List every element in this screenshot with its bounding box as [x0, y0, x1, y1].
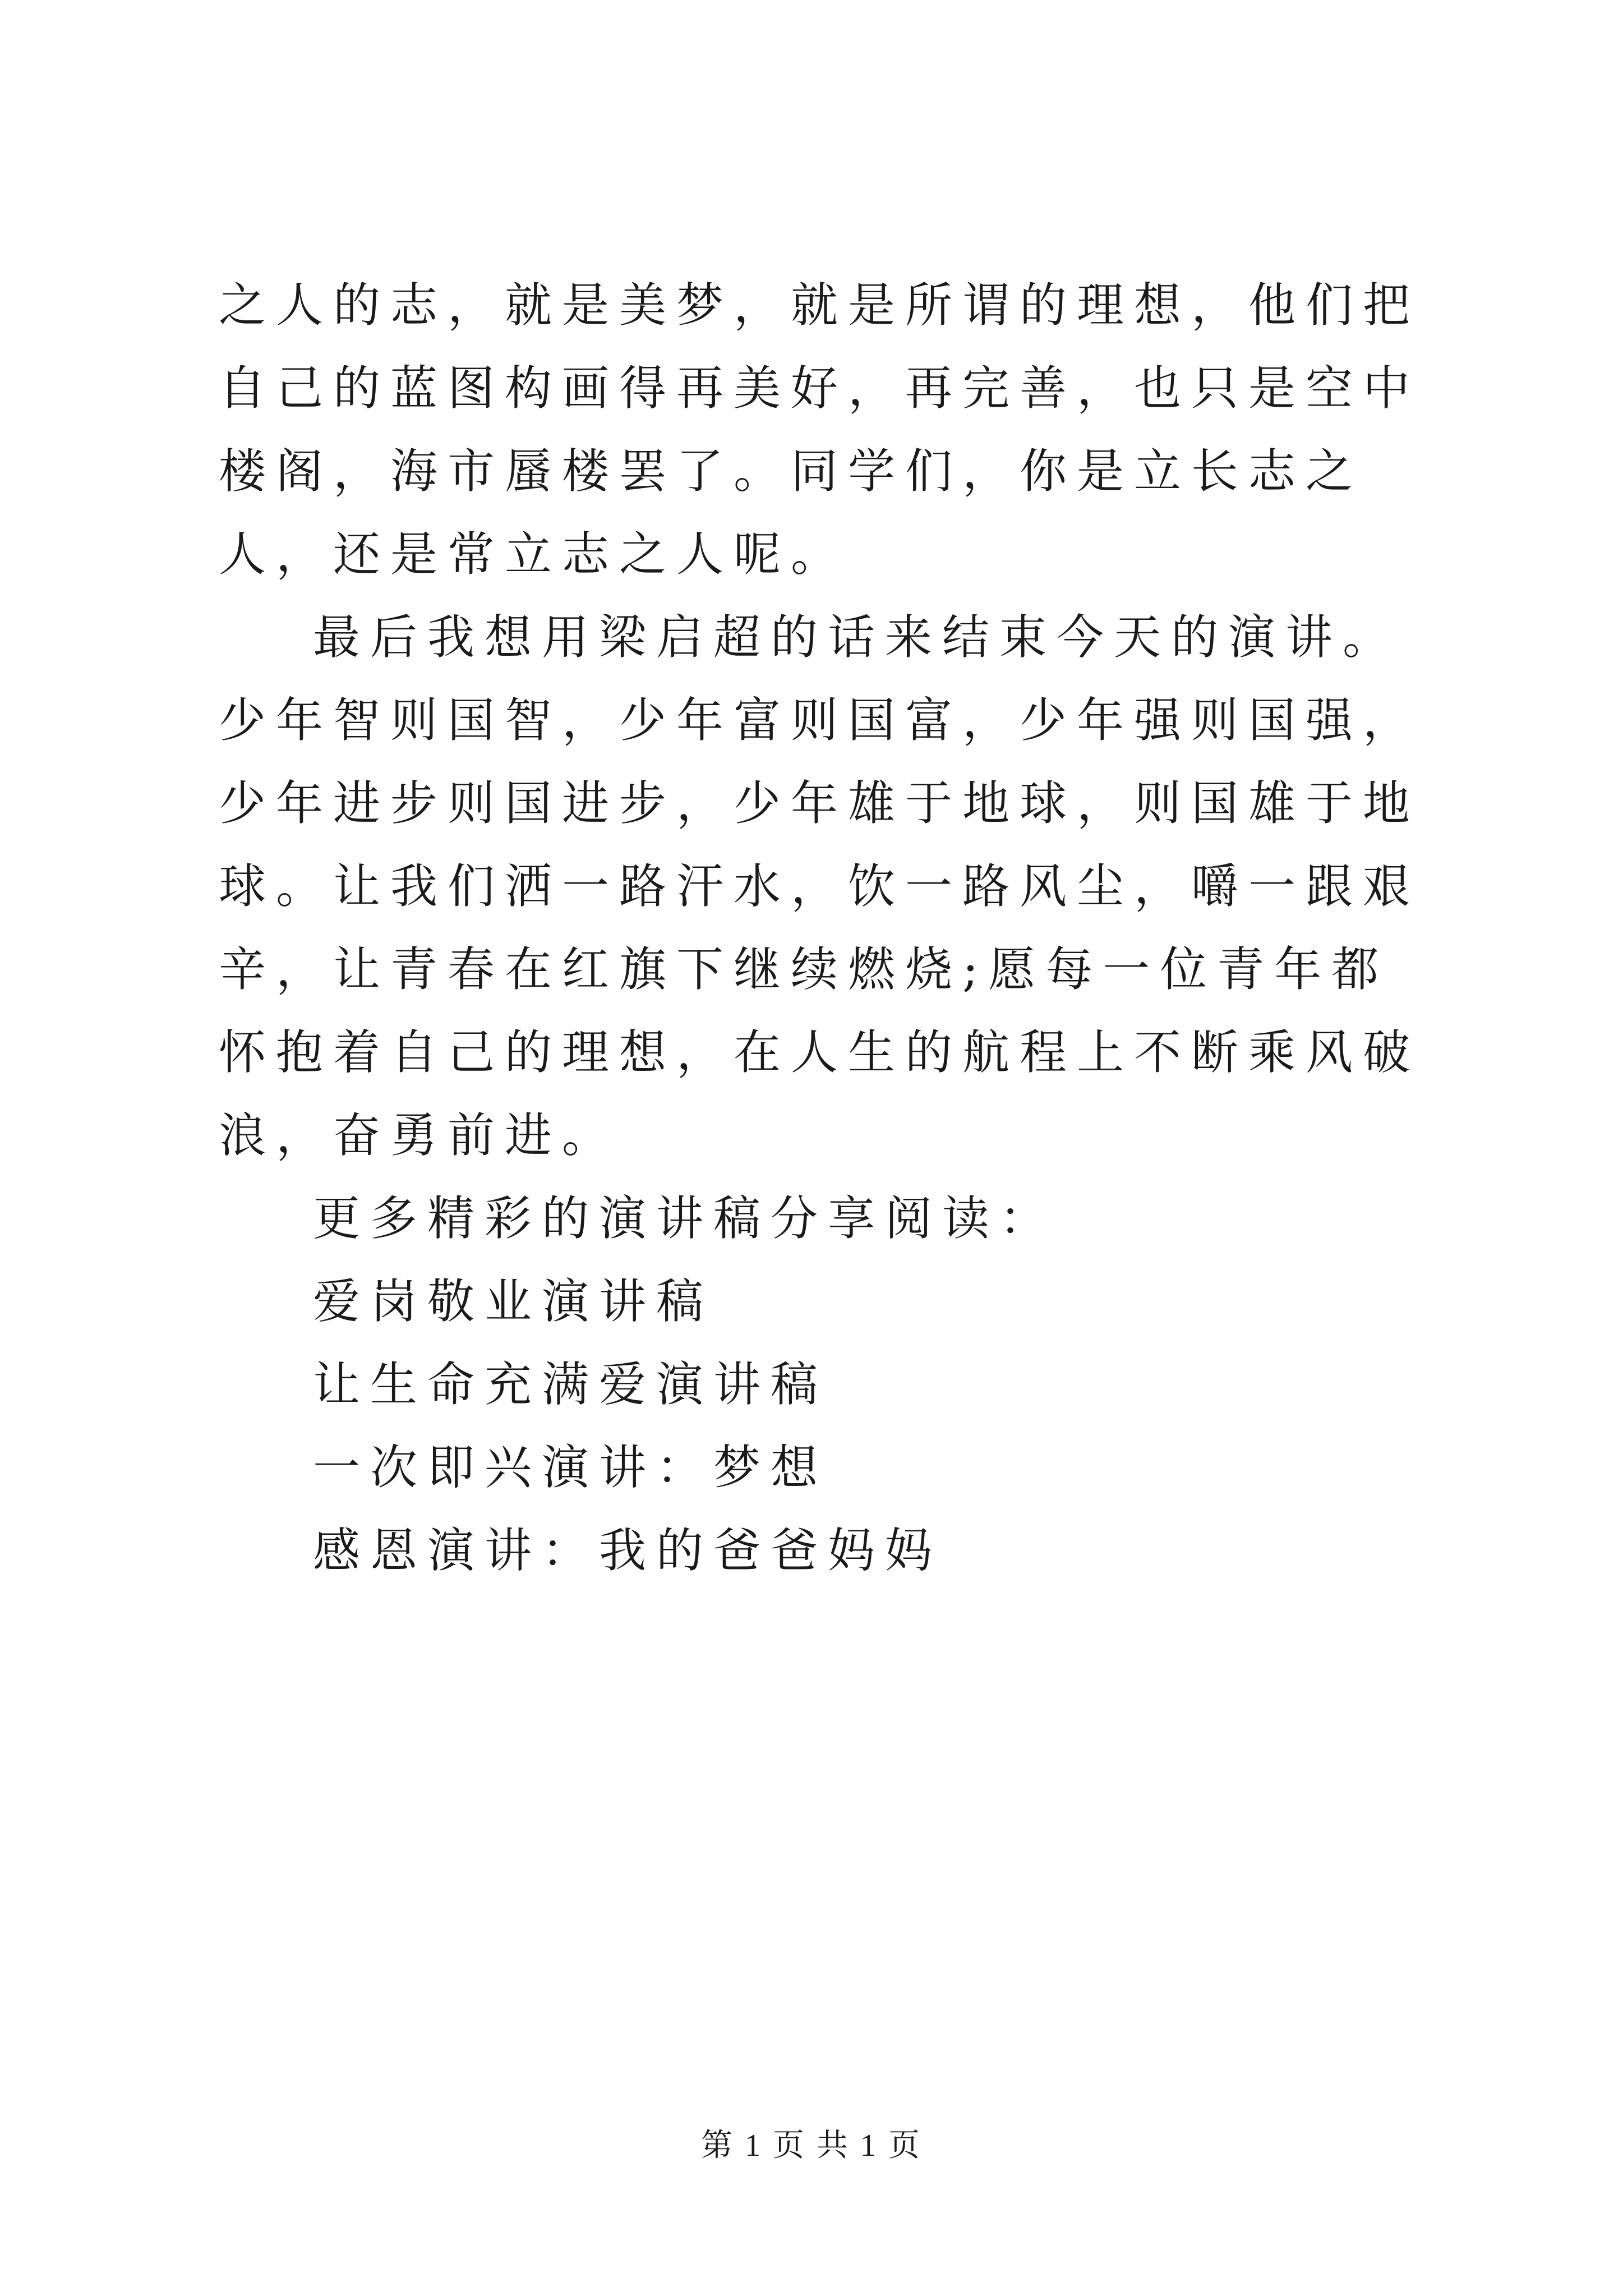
paragraph-closing: 最后我想用梁启超的话来结束今天的演讲。少年智则国智，少年富则国富，少年强则国强，少年进步则国进步，少年雄于地球，则国雄于地球。让我们洒一路汗水，饮一路风尘，嚼一跟艰辛，让青春在红旗下继续燃烧;愿每一位青年都怀抱着自己的理想，在人生的航程上不断乘风破浪，奋勇前进。: [219, 610, 1421, 1163]
related-link-2[interactable]: 让生命充满爱演讲稿: [313, 1357, 828, 1412]
page-number-footer: 第 1 页 共 1 页: [701, 2128, 922, 2163]
more-reading-heading: 更多精彩的演讲稿分享阅读：: [313, 1191, 1057, 1246]
paragraph-continuation: 之人的志，就是美梦，就是所谓的理想，他们把自己的蓝图构画得再美好，再完善，也只是空中楼阁，海市蜃楼罢了。同学们，你是立长志之人，还是常立志之人呢。: [219, 278, 1421, 582]
document-body: [219, 264, 1430, 1592]
related-link-3[interactable]: 一次即兴演讲：梦想: [313, 1440, 828, 1495]
related-link-4[interactable]: 感恩演讲：我的爸爸妈妈: [313, 1523, 943, 1578]
related-link-1[interactable]: 爱岗敬业演讲稿: [313, 1274, 714, 1329]
